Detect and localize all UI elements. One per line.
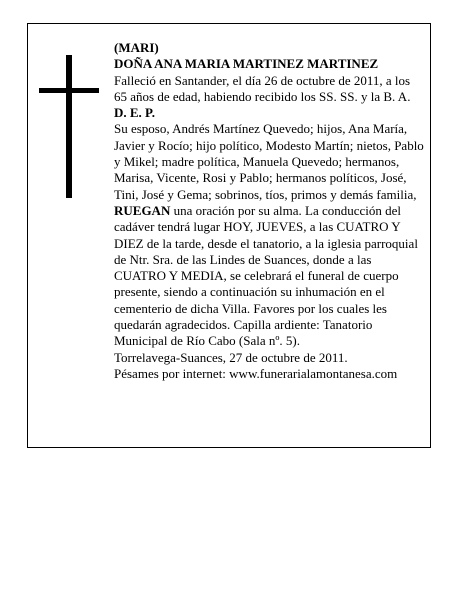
request-lead: RUEGAN (114, 202, 171, 218)
death-statement: Falleció en Santander, el día 26 de octubre de 2011, a los 65 años de edad, habiendo recibido los SS. SS. y la B. A. (114, 72, 411, 104)
nickname: (MARI) (114, 40, 159, 55)
cross-icon (39, 55, 99, 198)
obituary-notice (27, 23, 431, 448)
family-list: Su esposo, Andrés Martínez Quevedo; hijos, Ana María, Javier y Rocío; hijo político, Modesto Martín; nietos, Pablo y Mikel; madre política, Manuela Quevedo; hermanos, Marisa, Vicente, Rosi y Pablo; hermanos políticos, José, Tini, José y Gema; sobrinos, tíos, primos y demás familia, (114, 121, 424, 202)
obituary-text (114, 40, 424, 382)
condolences-line: Pésames por internet: www.funerarialamontanesa.com (114, 365, 398, 381)
deceased-name: DOÑA ANA MARIA MARTINEZ MARTINEZ (114, 56, 379, 72)
request-text: una oración por su alma. La conducción del cadáver tendrá lugar HOY, JUEVES, a las CUATRO Y DIEZ de la tarde, desde el tanatorio, a la iglesia parroquial de Ntr. Sra. de las Lindes de Suances, donde a las CUATRO Y MEDIA, se celebrará el funeral de cuerpo presente, siendo a continuación su inhumación en el cementerio de dicha Villa. Favores por los cuales les quedarán agradecidos. Capilla ardiente: Tanatorio Municipal de Río Cabo (Sala nº. 5). (114, 202, 418, 349)
place-date: Torrelavega-Suances, 27 de octubre de 2011. (114, 349, 348, 365)
request-paragraph (114, 203, 424, 350)
dep-heading: D. E. P. (114, 105, 156, 121)
